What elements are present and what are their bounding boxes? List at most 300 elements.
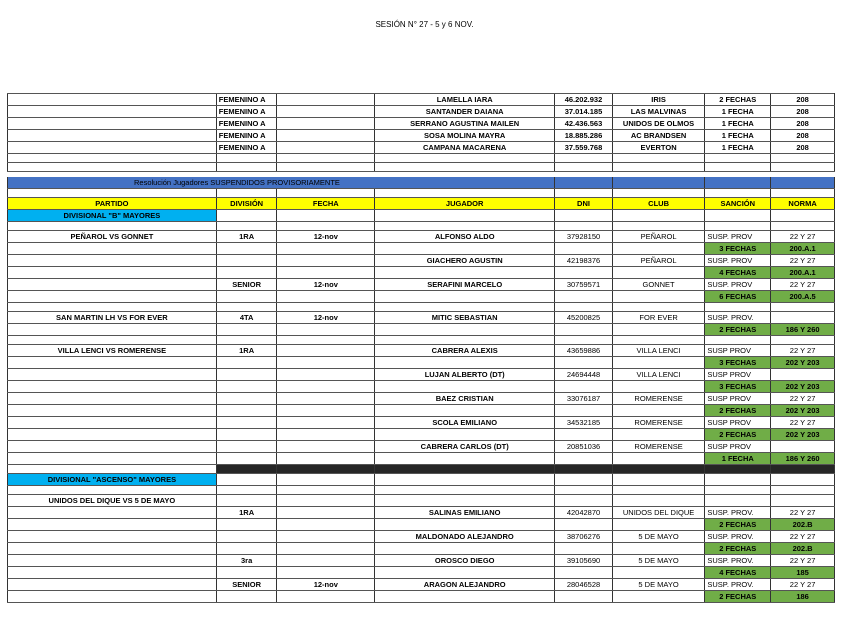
cell-div [216,453,277,465]
cell-partido [8,519,217,531]
cell-sancion: 2 FECHAS [705,429,771,441]
cell-fecha [277,369,375,381]
divisional-ascenso-label: DIVISIONAL "ASCENSO" MAYORES [8,474,217,486]
cell-jugador [375,495,555,507]
cell-sancion: 1 FECHA [705,106,771,118]
cell-jugador [375,291,555,303]
cell-dni: 20851036 [555,441,613,453]
cell-blank [277,474,375,486]
cell-club: 5 DE MAYO [612,531,705,543]
cell-div [216,429,277,441]
cell-div: SENIOR [216,579,277,591]
cell-club: UNIDOS DE OLMOS [612,118,705,130]
cell-blank [555,303,613,312]
cell-dni [555,429,613,441]
cell-sancion: SUSP. PROV [705,279,771,291]
cell-sancion: 2 FECHAS [705,94,771,106]
cell-blank [705,465,771,474]
cell-sancion: 1 FECHA [705,118,771,130]
table-row [8,255,835,267]
cell-dni: 46.202.932 [555,94,613,106]
cell-blank [771,336,835,345]
table-row [8,555,835,567]
cell-blank [705,303,771,312]
cell-blank [375,465,555,474]
cell-dni: 45200825 [555,312,613,324]
cell-blank [612,336,705,345]
suspensions-table [7,177,835,603]
cell-club [612,291,705,303]
cell-blank [216,163,277,172]
cell-blank [612,154,705,163]
cell-blank [8,154,217,163]
cell-blank [771,474,835,486]
cell-fecha [277,243,375,255]
cell-club [612,519,705,531]
cell-fecha [277,429,375,441]
cell-sancion: 3 FECHAS [705,357,771,369]
cell-blank [8,142,217,154]
cell-blank [216,465,277,474]
cell-partido [8,417,217,429]
cell-club: LAS MALVINAS [612,106,705,118]
cell-blank [555,474,613,486]
cell-sancion: SUSP. PROV. [705,579,771,591]
cell-norma: 186 [771,591,835,603]
cell-dni [555,567,613,579]
cell-blank [216,486,277,495]
cell-blank [277,118,375,130]
cell-blank [277,465,375,474]
cell-norma: 208 [771,118,835,130]
cell-div [216,405,277,417]
divisional-b-label: DIVISIONAL "B" MAYORES [8,210,217,222]
cell-blank [8,303,217,312]
cell-fecha [277,495,375,507]
cell-club [612,324,705,336]
cell-sancion: 2 FECHAS [705,324,771,336]
cell-fecha: 12-nov [277,579,375,591]
cell-norma: 208 [771,106,835,118]
cell-blank [8,486,217,495]
cell-fecha [277,324,375,336]
table-row [8,567,835,579]
cell-club [612,495,705,507]
cell-div [216,357,277,369]
cell-partido [8,267,217,279]
cell-blank [8,106,217,118]
table-row [8,393,835,405]
cell-sancion: SUSP PROV [705,441,771,453]
table-row [8,441,835,453]
table-row [8,429,835,441]
cell-norma [771,441,835,453]
cell-sancion: 3 FECHAS [705,381,771,393]
cell-norma: 22 Y 27 [771,555,835,567]
cell-partido [8,567,217,579]
table-row [8,417,835,429]
table-row [8,345,835,357]
cell-div [216,381,277,393]
cell-jugador [375,267,555,279]
cell-club [612,429,705,441]
cell-jugador [375,567,555,579]
cell-div [216,417,277,429]
table-row [8,291,835,303]
cell-jugador [375,429,555,441]
header-fecha: FECHA [277,198,375,210]
cell-sancion: 2 FECHAS [705,543,771,555]
cell-dni: 28046528 [555,579,613,591]
cell-jugador: LUJAN ALBERTO (DT) [375,369,555,381]
cell-dni [555,357,613,369]
cell-blank [375,154,555,163]
cell-norma: 202 Y 203 [771,381,835,393]
cell-fecha [277,441,375,453]
table-row [8,231,835,243]
cell-sancion: SUSP PROV [705,417,771,429]
cell-partido [8,324,217,336]
cell-jugador [375,453,555,465]
cell-norma: 22 Y 27 [771,579,835,591]
cell-blank [375,303,555,312]
cell-fecha: 12-nov [277,279,375,291]
cell-dni: 42.436.563 [555,118,613,130]
cell-club: AC BRANDSEN [612,130,705,142]
cell-division: FEMENINO A [216,106,277,118]
cell-fecha [277,531,375,543]
cell-blank [8,94,217,106]
cell-blank [555,465,613,474]
cell-blank [277,130,375,142]
cell-blank [771,163,835,172]
cell-partido [8,279,217,291]
cell-partido [8,429,217,441]
cell-blank [277,142,375,154]
cell-norma: 200.A.5 [771,291,835,303]
cell-sancion: SUSP. PROV. [705,555,771,567]
cell-fecha [277,381,375,393]
cell-blank [612,474,705,486]
cell-jugador [375,519,555,531]
cell-norma: 22 Y 27 [771,507,835,519]
cell-blank [705,154,771,163]
table-row [8,357,835,369]
cell-partido [8,369,217,381]
cell-blank [705,486,771,495]
cell-club: GONNET [612,279,705,291]
top-table [7,93,835,172]
cell-jugador [375,357,555,369]
cell-div: 1RA [216,345,277,357]
cell-partido [8,441,217,453]
cell-sancion [705,495,771,507]
cell-division: FEMENINO A [216,142,277,154]
cell-dni: 42042870 [555,507,613,519]
cell-club [612,357,705,369]
cell-div [216,369,277,381]
cell-dni: 24694448 [555,369,613,381]
cell-div [216,267,277,279]
cell-norma: 202 Y 203 [771,405,835,417]
cell-fecha [277,567,375,579]
cell-norma: 202.B [771,519,835,531]
cell-jugador: MALDONADO ALEJANDRO [375,531,555,543]
cell-div [216,567,277,579]
cell-fecha [277,519,375,531]
cell-blank [277,163,375,172]
cell-sancion: SUSP PROV [705,345,771,357]
cell-dni [555,324,613,336]
cell-div [216,441,277,453]
cell-dni [555,405,613,417]
table-row [8,405,835,417]
cell-norma [771,369,835,381]
header-norma: NORMA [771,198,835,210]
cell-norma: 208 [771,130,835,142]
cell-jugador: GIACHERO AGUSTIN [375,255,555,267]
cell-blank [375,163,555,172]
cell-club [612,405,705,417]
table-row [8,369,835,381]
cell-blank [771,154,835,163]
cell-partido [8,531,217,543]
cell-blank [375,486,555,495]
cell-dni [555,495,613,507]
cell-fecha [277,393,375,405]
cell-jugador: SERAFINI MARCELO [375,279,555,291]
cell-partido [8,291,217,303]
cell-partido [8,357,217,369]
cell-blank [8,163,217,172]
cell-norma: 185 [771,567,835,579]
table-row [8,507,835,519]
divisional-ascenso-row [8,474,835,486]
cell-blank [771,465,835,474]
cell-norma [771,312,835,324]
cell-div [216,495,277,507]
cell-jugador: LAMELLA IARA [375,94,555,106]
cell-sancion: 1 FECHA [705,453,771,465]
cell-club: IRIS [612,94,705,106]
cell-club: ROMERENSE [612,393,705,405]
cell-sancion: SUSP. PROV. [705,507,771,519]
cell-norma [771,495,835,507]
cell-norma: 186 Y 260 [771,453,835,465]
cell-fecha: 12-nov [277,231,375,243]
cell-blank [216,336,277,345]
cell-club: 5 DE MAYO [612,579,705,591]
cell-club: UNIDOS DEL DIQUE [612,507,705,519]
cell-jugador [375,543,555,555]
header-jugador: JUGADOR [375,198,555,210]
cell-sancion: SUSP PROV [705,393,771,405]
cell-dni [555,519,613,531]
cell-blank [705,163,771,172]
cell-jugador: MITIC SEBASTIAN [375,312,555,324]
cell-jugador [375,405,555,417]
cell-sancion: SUSP. PROV. [705,531,771,543]
header-sancion: SANCIÓN [705,198,771,210]
cell-sancion: 4 FECHAS [705,567,771,579]
top-row [8,142,835,154]
cell-partido [8,555,217,567]
cell-blank [375,336,555,345]
cell-sancion: 2 FECHAS [705,405,771,417]
cell-jugador: ARAGON ALEJANDRO [375,579,555,591]
cell-jugador: CABRERA CARLOS (DT) [375,441,555,453]
cell-jugador: SERRANO AGUSTINA MAILEN [375,118,555,130]
cell-sancion: 2 FECHAS [705,519,771,531]
cell-blank [771,303,835,312]
cell-club [612,243,705,255]
cell-partido [8,255,217,267]
table-row [8,519,835,531]
cell-fecha [277,453,375,465]
cell-fecha [277,255,375,267]
cell-dni: 34532185 [555,417,613,429]
cell-norma: 22 Y 27 [771,393,835,405]
cell-div [216,324,277,336]
cell-club [612,567,705,579]
cell-jugador: CABRERA ALEXIS [375,345,555,357]
cell-div: 1RA [216,507,277,519]
cell-blank [612,465,705,474]
cell-blank [277,486,375,495]
cell-club [612,543,705,555]
cell-partido: SAN MARTIN LH VS FOR EVER [8,312,217,324]
cell-partido: UNIDOS DEL DIQUE VS 5 DE MAYO [8,495,217,507]
cell-club: EVERTON [612,142,705,154]
table-row [8,543,835,555]
cell-dni: 38706276 [555,531,613,543]
cell-div [216,243,277,255]
cell-blank [555,154,613,163]
cell-jugador: CAMPANA MACARENA [375,142,555,154]
cell-div: SENIOR [216,279,277,291]
cell-dni: 37928150 [555,231,613,243]
cell-fecha [277,543,375,555]
header-row [8,198,835,210]
cell-jugador [375,324,555,336]
section-header-row [8,177,835,189]
cell-div [216,543,277,555]
cell-sancion: 3 FECHAS [705,243,771,255]
cell-fecha [277,345,375,357]
cell-dni: 37.559.768 [555,142,613,154]
cell-blank [705,474,771,486]
cell-dni: 43659886 [555,345,613,357]
cell-norma: 208 [771,94,835,106]
cell-norma: 22 Y 27 [771,279,835,291]
cell-fecha [277,267,375,279]
cell-norma: 202.B [771,543,835,555]
cell-sancion: 4 FECHAS [705,267,771,279]
cell-norma: 186 Y 260 [771,324,835,336]
cell-partido [8,507,217,519]
cell-division: FEMENINO A [216,118,277,130]
cell-partido [8,579,217,591]
cell-club: VILLA LENCI [612,345,705,357]
cell-blank [216,474,277,486]
cell-norma: 202 Y 203 [771,429,835,441]
cell-sancion: 2 FECHAS [705,591,771,603]
cell-fecha [277,405,375,417]
top-row [8,130,835,142]
cell-blank [612,486,705,495]
cell-sancion: SUSP. PROV [705,231,771,243]
table-row [8,336,835,345]
cell-blank [277,303,375,312]
cell-blank [705,336,771,345]
cell-dni: 30759571 [555,279,613,291]
cell-club [612,267,705,279]
cell-club: PEÑAROL [612,255,705,267]
cell-jugador: SANTANDER DAIANA [375,106,555,118]
cell-dni [555,267,613,279]
cell-dni [555,381,613,393]
cell-dni: 18.885.286 [555,130,613,142]
cell-dni: 39105690 [555,555,613,567]
cell-jugador: ALFONSO ALDO [375,231,555,243]
cell-sancion: 6 FECHAS [705,291,771,303]
cell-club: VILLA LENCI [612,369,705,381]
cell-club: ROMERENSE [612,417,705,429]
table-row [8,531,835,543]
top-row [8,118,835,130]
cell-fecha: 12-nov [277,312,375,324]
cell-dni: 42198376 [555,255,613,267]
cell-sancion: SUSP. PROV. [705,312,771,324]
cell-sancion: 1 FECHA [705,142,771,154]
header-division: DIVISIÓN [216,198,277,210]
cell-norma: 22 Y 27 [771,231,835,243]
cell-norma: 22 Y 27 [771,345,835,357]
cell-blank [8,465,217,474]
header-partido: PARTIDO [8,198,217,210]
cell-blank [612,303,705,312]
cell-partido [8,543,217,555]
cell-club [612,381,705,393]
table-row [8,303,835,312]
cell-fecha [277,417,375,429]
cell-norma: 22 Y 27 [771,531,835,543]
cell-blank [216,303,277,312]
cell-blank [555,486,613,495]
cell-dni: 33076187 [555,393,613,405]
cell-div [216,531,277,543]
cell-dni [555,243,613,255]
session-title: SESIÓN N° 27 - 5 y 6 NOV. [375,20,474,29]
table-row [8,324,835,336]
top-row [8,94,835,106]
table-row [8,591,835,603]
cell-partido [8,393,217,405]
table-row [8,453,835,465]
cell-norma: 22 Y 27 [771,417,835,429]
cell-division: FEMENINO A [216,130,277,142]
cell-club: 5 DE MAYO [612,555,705,567]
cell-partido [8,243,217,255]
cell-partido [8,381,217,393]
section-header: Resolución Jugadores SUSPENDIDOS PROVISORIAMENTE [8,177,555,189]
table-row [8,495,835,507]
cell-dni [555,453,613,465]
table-row [8,312,835,324]
cell-div: 3ra [216,555,277,567]
cell-blank [555,163,613,172]
cell-club: ROMERENSE [612,441,705,453]
